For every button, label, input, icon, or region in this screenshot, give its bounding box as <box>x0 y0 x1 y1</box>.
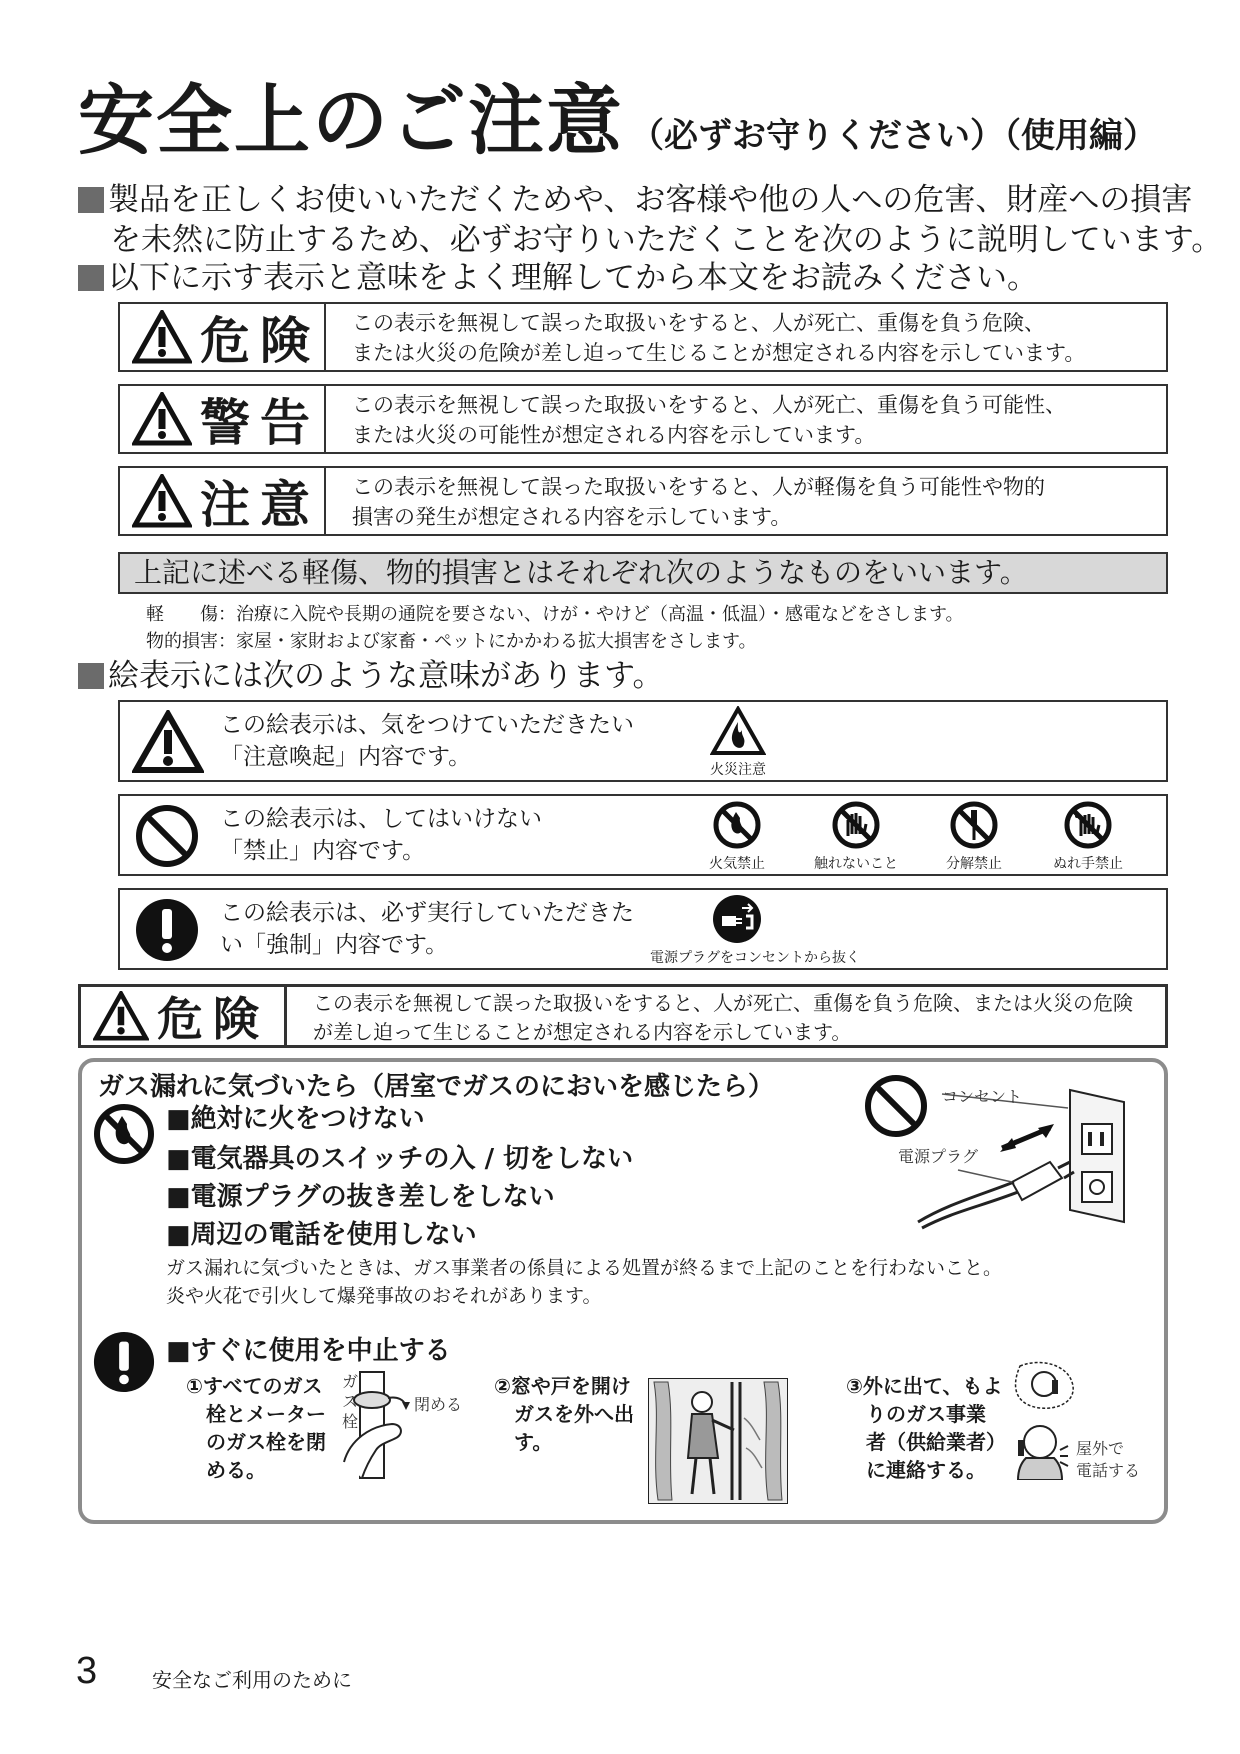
definition-bar: 上記に述べる軽傷、物的損害とはそれぞれ次のようなものをいいます。 <box>118 552 1168 594</box>
pictogram-box-mandatory <box>118 888 1168 970</box>
signal-word: 注意 <box>200 476 320 534</box>
intro-line-3: 以下に示す表示と意味をよく理解してから本文をお読みください。 <box>78 258 1038 298</box>
page-title <box>78 60 1157 169</box>
gas-item-3: ■電源プラグの抜き差しをしない <box>166 1182 555 1212</box>
signal-text-1: この表示を無視して誤った取扱いをすると、人が軽傷を負う可能性や物的 <box>352 475 1045 499</box>
mandatory-action-icon <box>134 897 200 963</box>
warning-triangle-icon <box>132 310 192 364</box>
warning-triangle-icon <box>132 474 192 528</box>
signal-word: 危険 <box>157 992 269 1046</box>
warning-triangle-icon <box>132 710 204 774</box>
signal-text-1: この表示を無視して誤った取扱いをすると、人が死亡、重傷を負う可能性、 <box>352 393 1066 417</box>
no-disassemble-icon <box>949 800 999 850</box>
pictogram-box-caution <box>118 700 1168 782</box>
square-bullet-icon <box>78 663 104 689</box>
valve-label: ガス栓 <box>342 1372 359 1431</box>
warning-triangle-icon <box>93 991 149 1041</box>
signal-text-2: 損害の発生が想定される内容を示しています。 <box>352 505 792 529</box>
warning-triangle-icon <box>132 392 192 446</box>
example-caption: ぬれ手禁止 <box>1053 856 1123 872</box>
step-3-line-3: 者（供給業者） <box>866 1430 1006 1454</box>
pictogram-box-prohibit <box>118 794 1168 876</box>
step-1-line-2: 栓とメーター <box>206 1402 326 1426</box>
signal-box-warning <box>118 384 1168 454</box>
pictogram-text-1: この絵表示は、必ず実行していただきた <box>220 900 634 926</box>
signal-box-danger <box>118 302 1168 372</box>
page-number: 3 <box>76 1650 98 1692</box>
step-3-line-4: に連絡する。 <box>866 1458 986 1482</box>
no-fire-icon <box>92 1102 156 1166</box>
danger-section-header <box>78 984 1168 1048</box>
pictogram-heading: 絵表示には次のような意味があります。 <box>78 656 664 696</box>
unplug-icon <box>712 894 762 944</box>
mandatory-action-icon <box>92 1330 156 1394</box>
signal-word: 警告 <box>200 394 320 452</box>
step-1-line-1: ①すべてのガス <box>186 1374 323 1398</box>
no-touch-icon <box>831 800 881 850</box>
pictogram-text-2: 「禁止」内容です。 <box>220 838 426 864</box>
danger-text-1: この表示を無視して誤った取扱いをすると、人が死亡、重傷を負う危険、または火災の危険 <box>313 991 1133 1015</box>
gas-leak-heading: ガス漏れに気づいたら（居室でガスのにおいを感じたら） <box>98 1072 775 1102</box>
plug-label: 電源プラグ <box>898 1147 979 1166</box>
square-bullet-icon <box>78 265 104 291</box>
gas-note-2: 炎や火花で引火して爆発事故のおそれがあります。 <box>166 1285 602 1307</box>
step-2-line-2: ガスを外へ出 <box>514 1402 634 1426</box>
open-window-illustration <box>648 1378 788 1504</box>
example-caption: 火気禁止 <box>709 856 765 872</box>
danger-text-2: が差し迫って生じることが想定される内容を示しています。 <box>313 1020 852 1044</box>
fire-warning-icon <box>710 706 766 756</box>
example-caption: 電源プラグをコンセントから抜く <box>650 950 860 966</box>
signal-box-caution <box>118 466 1168 536</box>
pictogram-text-2: い「強制」内容です。 <box>220 932 449 958</box>
gas-note-1: ガス漏れに気づいたときは、ガス事業者の係員による処置が終るまで上記のことを行わないこと。 <box>166 1257 1003 1279</box>
pictogram-text-2: 「注意喚起」内容です。 <box>220 744 472 770</box>
outdoor-call-label-2: 電話する <box>1076 1461 1141 1480</box>
title-main: 安全上のご注意 <box>78 76 624 165</box>
square-bullet-icon <box>78 187 104 213</box>
outlet-label: コンセント <box>942 1087 1023 1106</box>
step-2-line-1: ②窓や戸を開け <box>494 1374 631 1398</box>
gas-item-4: ■周辺の電話を使用しない <box>166 1220 477 1250</box>
step-2-line-3: す。 <box>514 1430 553 1454</box>
footer-section-title: 安全なご利用のために <box>152 1668 352 1692</box>
stop-usage-heading: ■すぐに使用を中止する <box>166 1336 451 1366</box>
gas-item-1: ■絶対に火をつけない <box>166 1104 425 1134</box>
example-caption: 火災注意 <box>710 762 766 778</box>
step-3-line-1: ③外に出て、もよ <box>846 1374 1003 1398</box>
intro-line-2: を未然に防止するため、必ずお守りいただくことを次のように説明しています。 <box>110 222 1223 258</box>
signal-text-2: または火災の可能性が想定される内容を示しています。 <box>352 423 876 447</box>
pictogram-text-1: この絵表示は、してはいけない <box>220 806 542 832</box>
close-label: 閉める <box>414 1395 463 1414</box>
title-sub: （必ずお守りください）（使用編） <box>630 116 1157 156</box>
pictogram-text-1: この絵表示は、気をつけていただきたい <box>220 712 634 738</box>
intro-line-1: 製品を正しくお使いいただくためや、お客様や他の人への危害、財産への損害 <box>78 180 1192 220</box>
step-1-line-3: のガス栓を閉 <box>206 1430 326 1454</box>
definition-injury: 軽 傷：治療に入院や長期の通院を要さない、けが・やけど（高温・低温）・感電などをさします。 <box>146 604 964 625</box>
signal-text-2: または火災の危険が差し迫って生じることが想定される内容を示しています。 <box>352 341 1086 365</box>
outdoor-call-label-1: 屋外で <box>1076 1439 1125 1458</box>
step-1-line-4: める。 <box>206 1458 266 1482</box>
no-fire-icon <box>712 800 762 850</box>
example-caption: 分解禁止 <box>946 856 1002 872</box>
step-3-line-2: りのガス事業 <box>866 1402 986 1426</box>
gas-item-2: ■電気器具のスイッチの入 / 切をしない <box>166 1144 634 1174</box>
definition-damage: 物的損害：家屋・家財および家畜・ペットにかかわる拡大損害をさします。 <box>146 631 757 652</box>
prohibition-icon <box>134 803 200 869</box>
signal-text-1: この表示を無視して誤った取扱いをすると、人が死亡、重傷を負う危険、 <box>352 311 1045 335</box>
no-wet-hands-icon <box>1063 800 1113 850</box>
signal-word: 危険 <box>200 312 320 370</box>
example-caption: 触れないこと <box>814 856 898 872</box>
